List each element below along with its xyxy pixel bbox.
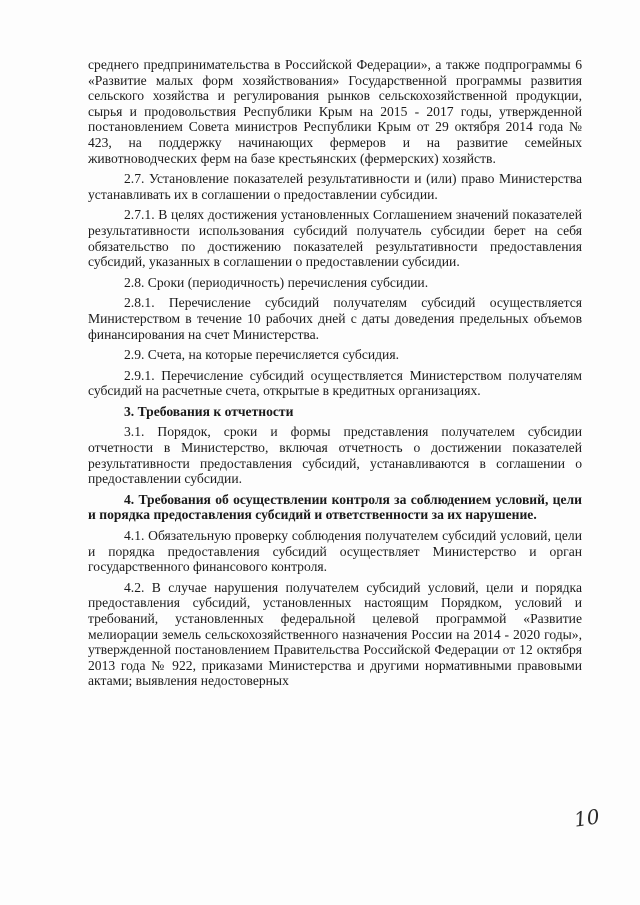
paragraph-3-1: 3.1. Порядок, сроки и формы представления получателем субсидии отчетности в Министерство, включая отчетность о достижении показателей результативности предоставления субсидий, устанавливаются в соглашении о предоставлении субсидии.	[88, 424, 582, 487]
paragraph-2-7: 2.7. Установление показателей результативности и (или) право Министерства устанавливать их в соглашении о предоставлении субсидии.	[88, 171, 582, 202]
section-heading-4: 4. Требования об осуществлении контроля за соблюдением условий, цели и порядка предоставления субсидий и ответственности за их нарушение.	[88, 491, 582, 523]
paragraph-2-8: 2.8. Сроки (периодичность) перечисления субсидии.	[124, 274, 429, 290]
paragraph-4-2: 4.2. В случае нарушения получателем субсидий условий, цели и порядка предоставления субсидий, установленных настоящим Порядком, условий и требований, установленных федеральной целевой программой «Развитие мелиорации земель сельскохозяйственного назначения России на 2014 - 2020 годы», утвержденной постановлением Правительства Российской Федерации от 12 октября 2013 года № 922, приказами Министерства и другими нормативными правовыми актами; выявления недостоверных	[88, 579, 582, 689]
paragraph-continuation: среднего предпринимательства в Российской Федерации», а также подпрограммы 6 «Развитие малых форм хозяйствования» Государственной программы развития сельского хозяйства и регулирования рынков сельскохозяйственной продукции, сырья и продовольствия Республики Крым на 2015 - 2017 годы, утвержденной постановлением Совета министров Республики Крым от 29 октября 2014 года № 423, на поддержку начинающих фермеров и на развитие семейных животноводческих ферм на базе крестьянских (фермерских) хозяйств.	[88, 57, 582, 166]
document-body	[88, 57, 582, 689]
section-heading-3: 3. Требования к отчетности	[124, 403, 294, 419]
paragraph-2-9-1: 2.9.1. Перечисление субсидий осуществляется Министерством получателям субсидий на расчетные счета, открытые в кредитных организациях.	[88, 367, 582, 399]
paragraph-2-8-1: 2.8.1. Перечисление субсидий получателям субсидий осуществляется Министерством в течение 10 рабочих дней с даты доведения предельных объемов финансирования на счет Министерства.	[88, 295, 582, 342]
paragraph-2-7-1: 2.7.1. В целях достижения установленных Соглашением значений показателей результативности использования субсидий получатель субсидии берет на себя обязательство по достижению показателей результативности предоставления субсидий, указанных в соглашении о предоставлении субсидии.	[88, 207, 582, 270]
paragraph-2-9: 2.9. Счета, на которые перечисляется субсидия.	[124, 347, 399, 363]
paragraph-4-1: 4.1. Обязательную проверку соблюдения получателем субсидий условий, цели и порядка предоставления субсидий осуществляет Министерство и орган государственного финансового контроля.	[88, 528, 582, 575]
handwritten-page-number: 10	[572, 804, 601, 832]
